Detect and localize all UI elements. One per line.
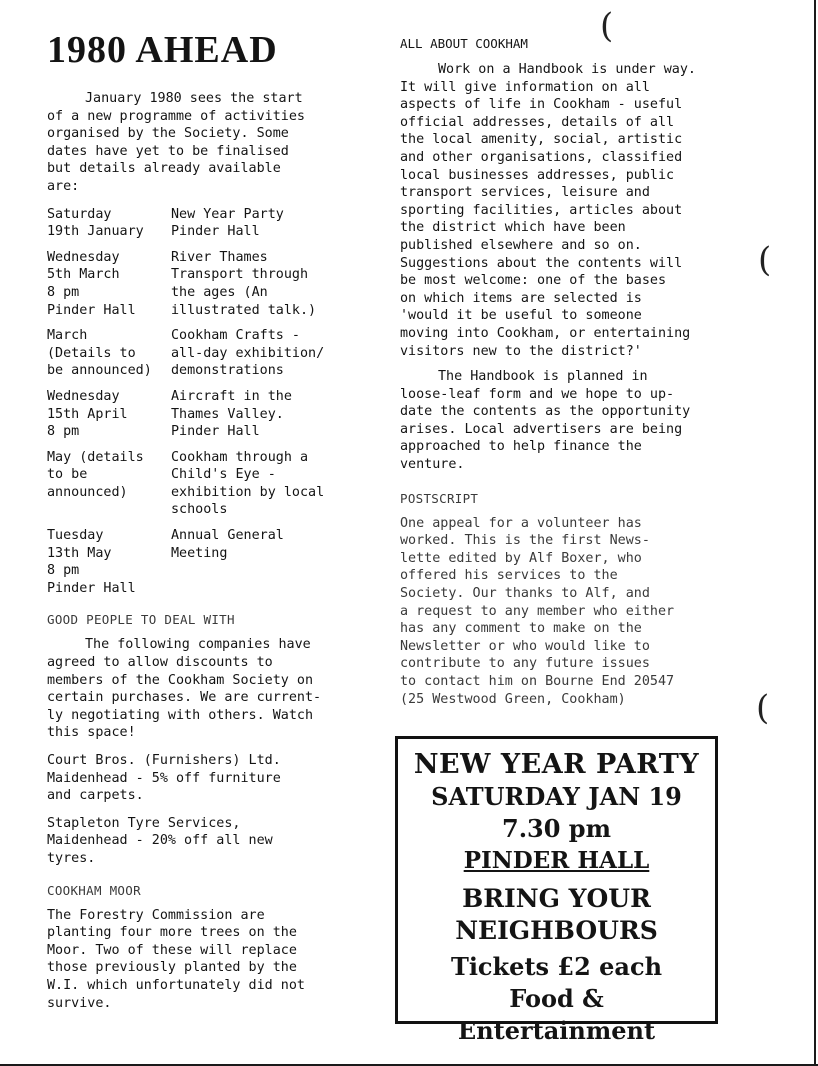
party-date: SATURDAY JAN 19 bbox=[431, 782, 682, 811]
company-entry: Court Bros. (Furnishers) Ltd. Maidenhead - 5% off furniture and carpets. bbox=[47, 753, 281, 804]
moor-heading: COOKHAM MOOR bbox=[47, 882, 141, 898]
event-description: Aircraft in the Thames Valley. Pinder Hall bbox=[171, 388, 292, 440]
party-time: 7.30 pm bbox=[502, 814, 611, 843]
party-venue: PINDER HALL bbox=[463, 847, 650, 874]
companies-list bbox=[47, 752, 362, 868]
event-item bbox=[47, 249, 362, 319]
event-date: Saturday 19th January bbox=[47, 206, 144, 240]
event-description: Annual General Meeting bbox=[171, 528, 284, 561]
postscript-heading: POSTSCRIPT bbox=[400, 490, 479, 506]
party-tickets: Tickets £2 each bbox=[450, 952, 663, 981]
event-date: Tuesday 13th May 8 pm Pinder Hall bbox=[47, 528, 136, 596]
good-people-heading: GOOD PEOPLE TO DEAL WITH bbox=[47, 612, 235, 628]
event-item bbox=[47, 388, 362, 441]
scan-mark-top: ( bbox=[600, 6, 614, 46]
moor-paragraph: The Forestry Commission are planting four more trees on the Moor. Two of these will replace those previously planted by the W.I. which unfortunately did not survive. bbox=[47, 907, 305, 1011]
event-item bbox=[47, 527, 362, 597]
party-title: NEW YEAR PARTY bbox=[413, 749, 700, 780]
postscript-paragraph: One appeal for a volunteer has worked. This is the first News- lette edited by Alf Boxer, who offered his services to the Society. Our thanks to Alf, and a request to any member who either has any comment to make on the Newsletter or who would like to contribute to any future issues to contact him on Bourne End 20547 (25 Westwood Green, Cookham) bbox=[400, 515, 675, 707]
scan-mark-middle: ( bbox=[758, 240, 772, 280]
cookham-heading: ALL ABOUT COOKHAM bbox=[400, 36, 528, 51]
company-entry: Stapleton Tyre Services, Maidenhead - 20% off all new tyres. bbox=[47, 815, 273, 866]
event-item bbox=[47, 449, 362, 519]
party-food: Food & bbox=[509, 984, 604, 1013]
page-edge-right bbox=[814, 0, 816, 1066]
party-entertainment: Entertainment bbox=[457, 1016, 656, 1045]
event-date: Wednesday 5th March 8 pm Pinder Hall bbox=[47, 249, 136, 318]
handbook-paragraph-2: The Handbook is planned in loose-leaf form and we hope to up- date the contents as the opportunity arises. Local advertisers are being approached to help finance the venture. bbox=[400, 369, 691, 473]
good-people-intro: The following companies have agreed to allow discounts to members of the Cookham Society on certain purchases. We are current- ly negotiating with others. Watch this space! bbox=[47, 637, 322, 741]
party-announcement-box bbox=[395, 736, 718, 1045]
event-description: New Year Party Pinder Hall bbox=[171, 206, 284, 240]
event-date: March (Details to be announced) bbox=[47, 328, 152, 379]
party-invite-line-2: NEIGHBOURS bbox=[455, 916, 658, 945]
page-title: 1980 AHEAD bbox=[47, 29, 278, 71]
scan-mark-lower: ( bbox=[756, 688, 770, 728]
left-column bbox=[47, 28, 362, 1012]
event-date: Wednesday 15th April 8 pm bbox=[47, 388, 128, 440]
event-item bbox=[47, 206, 362, 241]
right-column bbox=[400, 36, 740, 708]
event-item bbox=[47, 327, 362, 380]
events-list bbox=[47, 206, 362, 598]
event-description: Cookham through a Child's Eye - exhibition by local schools bbox=[171, 449, 325, 518]
event-description: River Thames Transport through the ages (An illustrated talk.) bbox=[171, 249, 317, 318]
party-invite-line-1: BRING YOUR bbox=[462, 884, 651, 913]
event-date: May (details to be announced) bbox=[47, 449, 144, 500]
handbook-paragraph-1: Work on a Handbook is under way. It will give information on all aspects of life in Cookham - useful official addresses, details of all the local amenity, social, artistic and other organisations, classified local businesses addresses, public transport services, leisure and sporting facilities, articles about the district which have been published elsewhere and so on. Suggestions about the contents will be most welcome: one of the bases on which items are selected is 'would it be useful to someone moving into Cookham, or entertaining visitors new to the district?' bbox=[400, 62, 696, 359]
intro-paragraph: January 1980 sees the start of a new programme of activities organised by the Society. Some dates have yet to be finalised but details already available are: bbox=[47, 91, 305, 194]
event-description: Cookham Crafts - all-day exhibition/ demonstrations bbox=[171, 328, 325, 379]
